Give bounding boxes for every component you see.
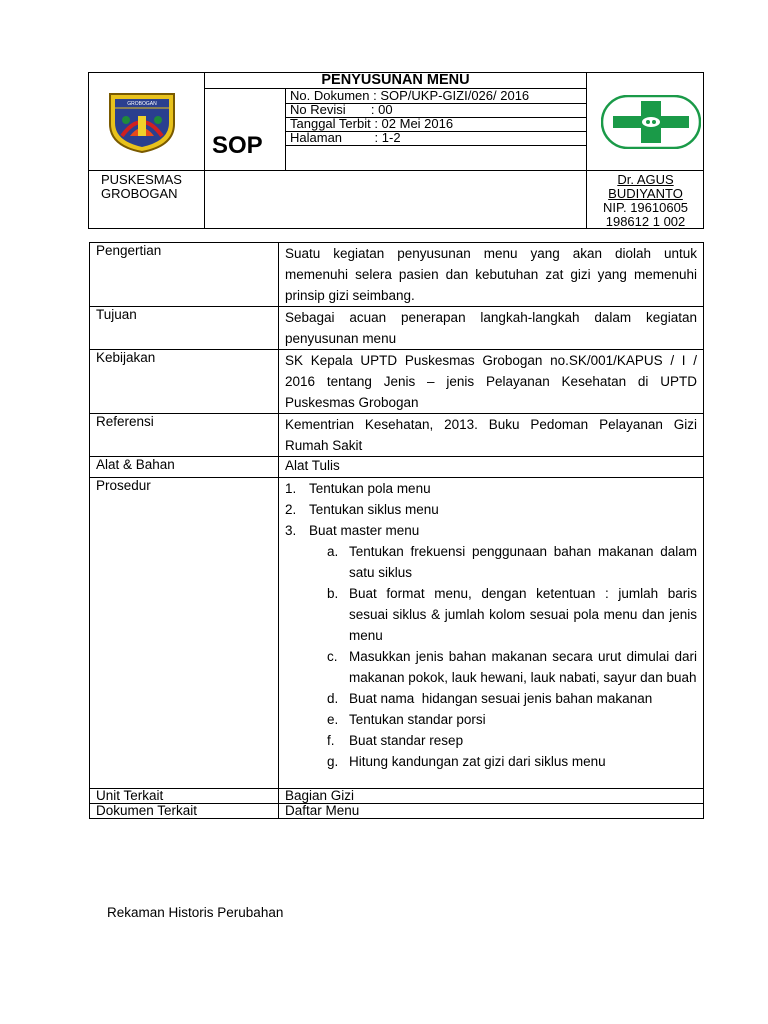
signer-nip: NIP. 19610605 — [602, 200, 689, 215]
procedure-substep: c. Masukkan jenis bahan makanan secara urut dimulai dari makanan pokok, lauk hewani, lauk nabati, sayur dan buah — [327, 649, 697, 685]
value-tujuan: Sebagai acuan penerapan langkah-langkah dalam kegiatan penyusunan menu — [279, 307, 704, 350]
doc-date: Tanggal Terbit : 02 Mei 2016 — [290, 116, 454, 131]
row-dokumen — [90, 804, 704, 819]
puskesmas-logo — [106, 90, 178, 154]
signer-nip-2: 198612 1 002 — [605, 214, 686, 229]
procedure-substep: a. Tentukan frekuensi penggunaan bahan makanan dalam satu siklus — [327, 544, 697, 580]
history-title: Rekaman Historis Perubahan — [107, 905, 284, 920]
procedure-steps — [283, 478, 697, 772]
value-referensi: Kementrian Kesehatan, 2013. Buku Pedoman Pelayanan Gizi Rumah Sakit — [279, 414, 704, 457]
label-unit: Unit Terkait — [90, 789, 279, 804]
org-name: PUSKESMAS GROBOGAN — [101, 172, 182, 201]
sop-title: PENYUSUNAN MENU — [321, 72, 470, 88]
procedure-substep: g. Hitung kandungan zat gizi dari siklus menu — [327, 754, 606, 769]
value-alat: Alat Tulis — [279, 457, 704, 478]
value-prosedur — [279, 478, 704, 789]
procedure-substeps — [309, 541, 697, 772]
doc-page: Halaman : 1-2 — [290, 130, 401, 145]
sop-content-table — [89, 242, 704, 819]
value-dokumen: Daftar Menu — [279, 804, 704, 819]
row-kebijakan — [90, 350, 704, 414]
procedure-substep: b. Buat format menu, dengan ketentuan : jumlah baris sesuai siklus & jumlah kolom sesuai pola menu dan jenis menu — [327, 586, 697, 643]
svg-text:GROBOGAN: GROBOGAN — [127, 101, 157, 107]
row-prosedur — [90, 478, 704, 789]
label-prosedur: Prosedur — [90, 478, 279, 789]
label-dokumen: Dokumen Terkait — [90, 804, 279, 819]
signer-name: Dr. AGUS — [617, 172, 674, 187]
label-referensi: Referensi — [90, 414, 279, 457]
procedure-substep: d. Buat nama hidangan sesuai jenis bahan makanan — [327, 691, 653, 706]
signer-name-2: BUDIYANTO — [608, 186, 683, 201]
value-unit: Bagian Gizi — [279, 789, 704, 804]
procedure-substep: e. Tentukan standar porsi — [327, 712, 486, 727]
label-pengertian: Pengertian — [90, 243, 279, 307]
sop-label: SOP — [212, 132, 263, 159]
procedure-substep: f. Buat standar resep — [327, 733, 464, 748]
signer-block — [587, 173, 704, 229]
label-alat: Alat & Bahan — [90, 457, 279, 478]
health-cross-logo — [601, 95, 701, 149]
value-kebijakan: SK Kepala UPTD Puskesmas Grobogan no.SK/001/KAPUS / I / 2016 tentang Jenis – jenis Pelayanan Kesehatan di UPTD Puskesmas Grobogan — [279, 350, 704, 414]
row-alat — [90, 457, 704, 478]
label-kebijakan: Kebijakan — [90, 350, 279, 414]
row-referensi — [90, 414, 704, 457]
row-pengertian — [90, 243, 704, 307]
doc-number: No. Dokumen : SOP/UKP-GIZI/026/ 2016 — [290, 88, 530, 103]
doc-revision: No Revisi : 00 — [290, 102, 393, 117]
procedure-step: 1. Tentukan pola menu — [285, 481, 431, 496]
value-pengertian: Suatu kegiatan penyusunan menu yang akan diolah untuk memenuhi selera pasien dan kebutuhan zat gizi yang memenuhi prinsip gizi seimbang. — [279, 243, 704, 307]
procedure-step: 2. Tentukan siklus menu — [285, 502, 439, 517]
row-unit — [90, 789, 704, 804]
row-tujuan — [90, 307, 704, 350]
label-tujuan: Tujuan — [90, 307, 279, 350]
procedure-step: 3. Buat master menu a. Tentukan frekuensi penggunaan bahan makanan dalam satu siklus b. Buat format menu, dengan ketentuan : jumlah baris sesuai siklus & jumlah kolom sesuai pola menu dan jenis menu c. Masukkan jenis bahan makanan secara urut dimulai dari makanan pokok, lauk hewani, lauk nabati, sayur dan buah d. Buat nama hidangan sesuai jenis bahan makanan e. Tentukan standar porsi f. Buat standar resep g. Hitung kandungan zat gizi dari siklus menu — [309, 520, 697, 772]
